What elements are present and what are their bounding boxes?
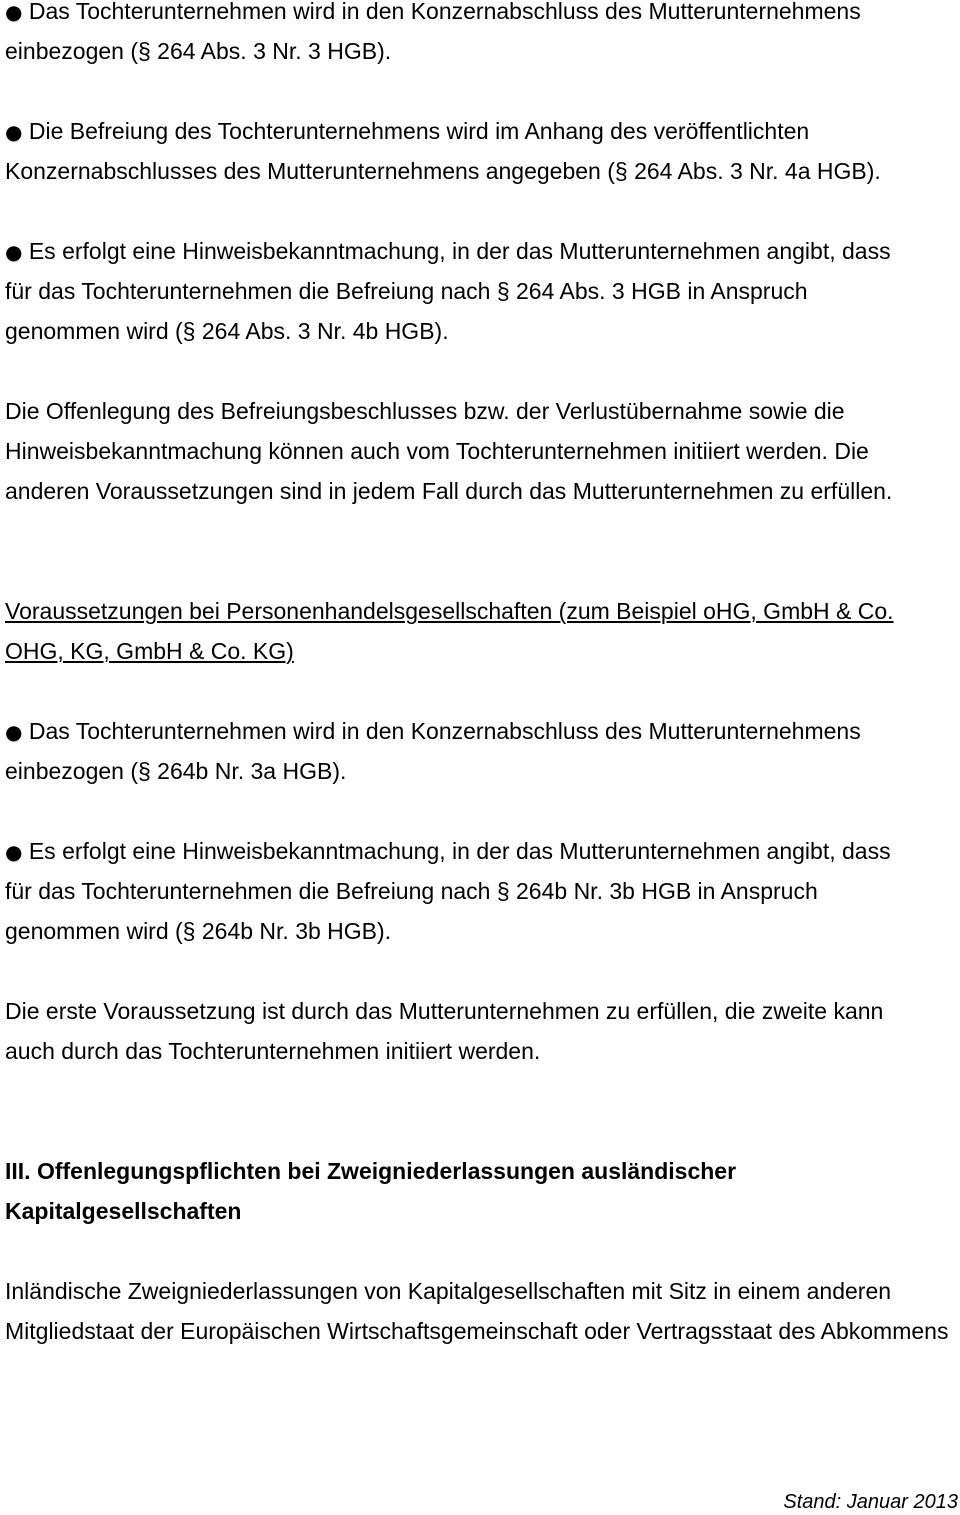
heading-line: III. Offenlegungspflichten bei Zweigniederlassungen ausländischer (5, 1158, 737, 1184)
text-line (5, 831, 960, 871)
text-line: einbezogen (§ 264b Nr. 3a HGB). (5, 758, 347, 784)
bullet-marker: ● (5, 720, 23, 744)
line-text: Das Tochterunternehmen wird in den Konzernabschluss des Mutterunternehmens (28, 718, 861, 744)
text-line: Mitgliedstaat der Europäischen Wirtschaftsgemeinschaft oder Vertragsstaat des Abkommens (5, 1318, 949, 1344)
bullet-marker: ● (5, 120, 23, 144)
bullet-item (5, 831, 960, 951)
text-line: Die Offenlegung des Befreiungsbeschlusses bzw. der Verlustübernahme sowie die (5, 398, 845, 424)
line-text: Das Tochterunternehmen wird in den Konzernabschluss des Mutterunternehmens (28, 0, 861, 24)
text-line: Hinweisbekanntmachung können auch vom Tochterunternehmen initiiert werden. Die (5, 438, 869, 464)
paragraph (5, 991, 960, 1071)
heading-line: OHG, KG, GmbH & Co. KG) (5, 638, 294, 664)
bullet-marker: ● (5, 240, 23, 264)
bullet-item (5, 231, 960, 351)
text-line (5, 231, 960, 271)
chapter-heading (5, 1151, 960, 1231)
footer-date: Stand: Januar 2013 (783, 1491, 958, 1513)
text-line (5, 711, 960, 751)
text-line: Konzernabschlusses des Mutterunternehmens angegeben (§ 264 Abs. 3 Nr. 4a HGB). (5, 158, 881, 184)
line-text: Es erfolgt eine Hinweisbekanntmachung, in der das Mutterunternehmen angibt, dass (28, 238, 891, 264)
heading-line: Kapitalgesellschaften (5, 1198, 242, 1224)
text-line (5, 0, 960, 31)
line-text: Es erfolgt eine Hinweisbekanntmachung, in der das Mutterunternehmen angibt, dass (28, 838, 891, 864)
bullet-marker: ● (5, 840, 23, 864)
text-line: anderen Voraussetzungen sind in jedem Fall durch das Mutterunternehmen zu erfüllen. (5, 478, 893, 504)
paragraph (5, 391, 960, 511)
bullet-item (5, 0, 960, 71)
paragraph (5, 1271, 960, 1351)
text-line: genommen wird (§ 264b Nr. 3b HGB). (5, 918, 392, 944)
text-line: für das Tochterunternehmen die Befreiung nach § 264 Abs. 3 HGB in Anspruch (5, 278, 808, 304)
section-heading (5, 591, 960, 671)
bullet-item (5, 711, 960, 791)
bullet-marker: ● (5, 0, 23, 24)
text-line: Die erste Voraussetzung ist durch das Mutterunternehmen zu erfüllen, die zweite kann (5, 998, 884, 1024)
text-line (5, 111, 960, 151)
text-line: auch durch das Tochterunternehmen initiiert werden. (5, 1038, 541, 1064)
bullet-item (5, 111, 960, 191)
heading-line: Voraussetzungen bei Personenhandelsgesellschaften (zum Beispiel oHG, GmbH & Co. (5, 598, 894, 624)
text-line: Inländische Zweigniederlassungen von Kapitalgesellschaften mit Sitz in einem anderen (5, 1278, 892, 1304)
text-line: einbezogen (§ 264 Abs. 3 Nr. 3 HGB). (5, 38, 392, 64)
document-body (5, 0, 960, 1351)
text-line: genommen wird (§ 264 Abs. 3 Nr. 4b HGB). (5, 318, 449, 344)
line-text: Die Befreiung des Tochterunternehmens wird im Anhang des veröffentlichten (28, 118, 810, 144)
text-line: für das Tochterunternehmen die Befreiung nach § 264b Nr. 3b HGB in Anspruch (5, 878, 818, 904)
